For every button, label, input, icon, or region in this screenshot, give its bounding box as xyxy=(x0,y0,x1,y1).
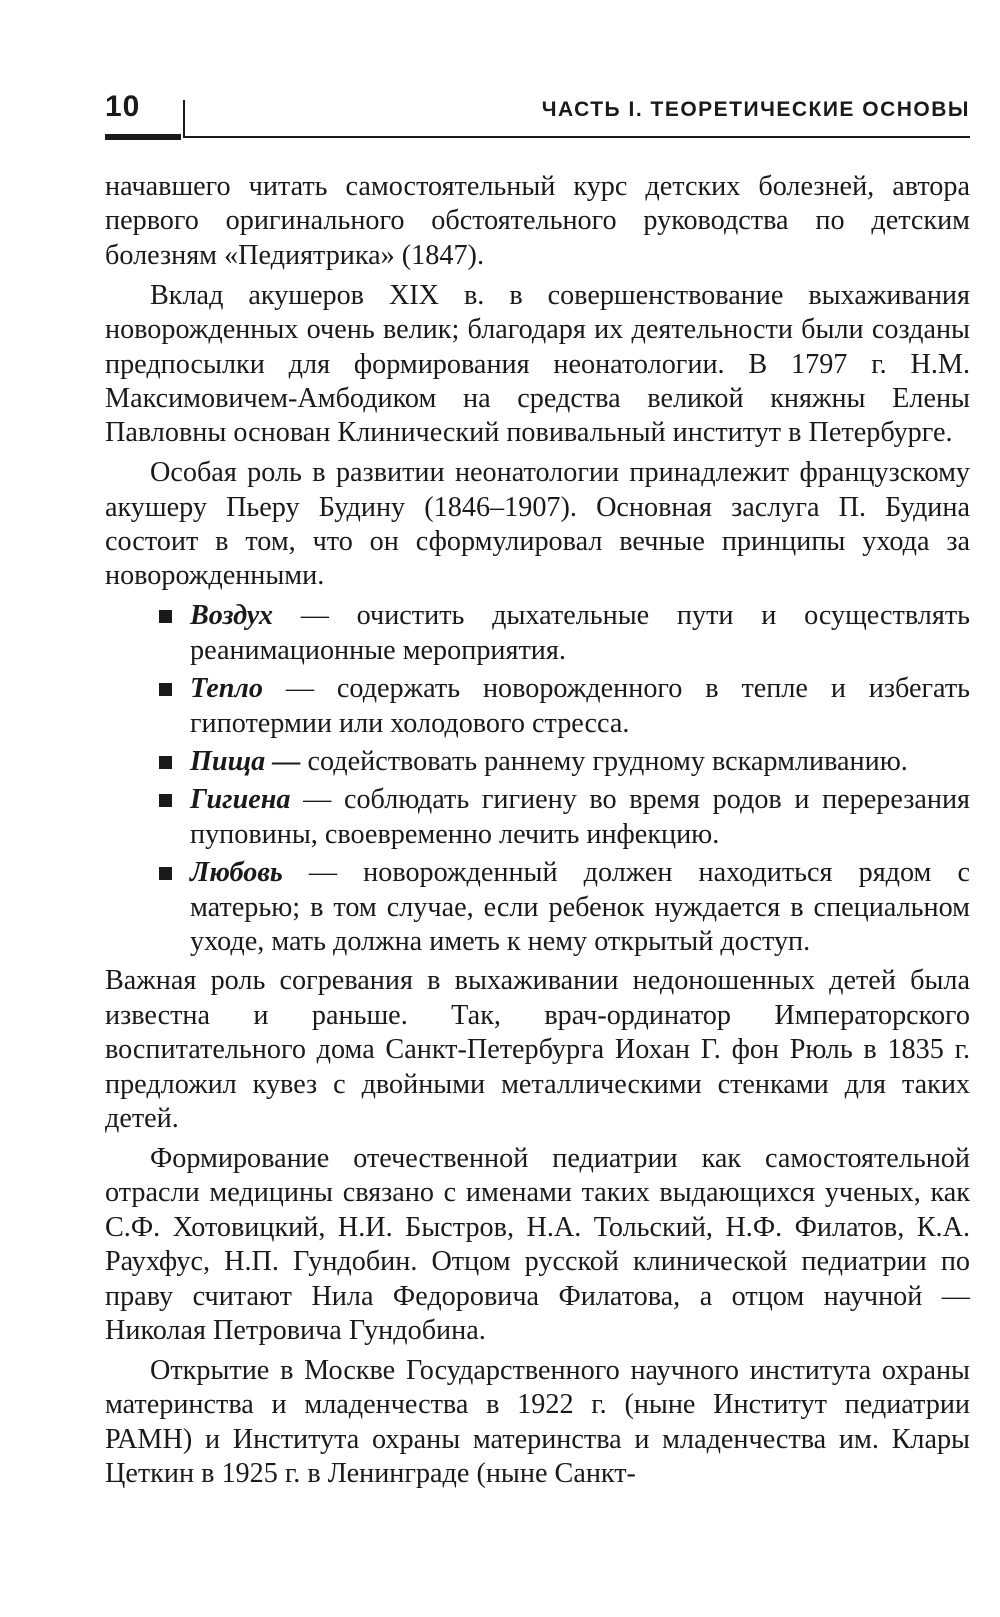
list-item-food xyxy=(190,745,970,779)
term: Воздух xyxy=(190,600,273,632)
paragraph: Открытие в Москве Государственного научного института охраны материнства и младенчества в 1922 г. (ныне Институт педиатрии РАМН) и Института охраны материнства и младенчества им. Клары Цеткин в 1925 г. в Ленинграде (ныне Санкт- xyxy=(105,1354,970,1490)
header-rule xyxy=(185,136,970,138)
square-bullet-icon xyxy=(159,794,172,807)
list-item-hygiene xyxy=(190,783,970,852)
list-item-warmth xyxy=(190,672,970,741)
paragraph: Особая роль в развитии неонатологии принадлежит французскому акушеру Пьеру Будину (1846–1907). Основная заслуга П. Будина состоит в том, что он сформулировал вечные принципы ухода за новорожденными. xyxy=(105,457,970,592)
definition: содействовать раннему грудному вскармливанию. xyxy=(300,746,908,777)
paragraph: Вклад акушеров XIX в. в совершенствование выхаживания новорожденных очень велик; благодаря их деятельности были созданы предпосылки для формирования неонатологии. В 1797 г. Н.М. Максимовичем-Амбодиком на средства великой княжны Елены Павловны основан Клинический повивальный институт в Петербурге. xyxy=(105,279,970,449)
running-title: ЧАСТЬ I. ТЕОРЕТИЧЕСКИЕ ОСНОВЫ xyxy=(541,98,970,121)
definition: — соблюдать гигиену во время родов и перерезания пуповины, своевременно лечить инфекцию. xyxy=(190,784,970,850)
definition: — новорожденный должен находиться рядом с матерью; в том случае, если ребенок нуждается в специальном уходе, мать должна иметь к нему открытый доступ. xyxy=(190,857,970,958)
list-item-love xyxy=(190,856,970,959)
paragraph: Важная роль согревания в выхаживании недоношенных детей была известна и раньше. Так, врач-ординатор Императорского воспитательного дома Санкт-Петербурга Иохан Г. фон Рюль в 1835 г. предложил кувез с двойными металлическими стенками для таких детей. xyxy=(105,965,970,1135)
paragraph: Формирование отечественной педиатрии как самостоятельной отрасли медицины связано с именами таких выдающихся ученых, как С.Ф. Хотовицкий, Н.И. Быстров, Н.А. Тольский, Н.Ф. Филатов, К.А. Раухфус, Н.П. Гундобин. Отцом русской клинической педиатрии по праву считают Нила Федоровича Филатова, а отцом научной — Николая Петровича Гундобина. xyxy=(105,1142,970,1346)
paragraph-continuation: начавшего читать самостоятельный курс детских болезней, автора первого оригинального обстоятельного руководства по детским болезням «Педиятрика» (1847). xyxy=(105,171,970,271)
page-number: 10 xyxy=(105,90,141,123)
page-header xyxy=(105,88,970,148)
term: Любовь xyxy=(190,857,283,889)
term: Пища — xyxy=(190,746,301,777)
square-bullet-icon xyxy=(159,867,172,880)
term: Тепло xyxy=(190,673,263,705)
definition: — очистить дыхательные пути и осуществлять реанимационные мероприятия. xyxy=(190,600,970,666)
square-bullet-icon xyxy=(159,683,172,696)
page-number-underline xyxy=(105,134,181,140)
principles-list xyxy=(105,599,970,959)
square-bullet-icon xyxy=(159,610,172,623)
list-item-air xyxy=(190,599,970,668)
header-divider-tick xyxy=(183,100,185,138)
square-bullet-icon xyxy=(159,756,172,769)
page-body xyxy=(105,170,970,1497)
term: Гигиена xyxy=(190,784,291,816)
definition: — содержать новорожденного в тепле и избегать гипотермии или холодового стресса. xyxy=(190,673,970,739)
